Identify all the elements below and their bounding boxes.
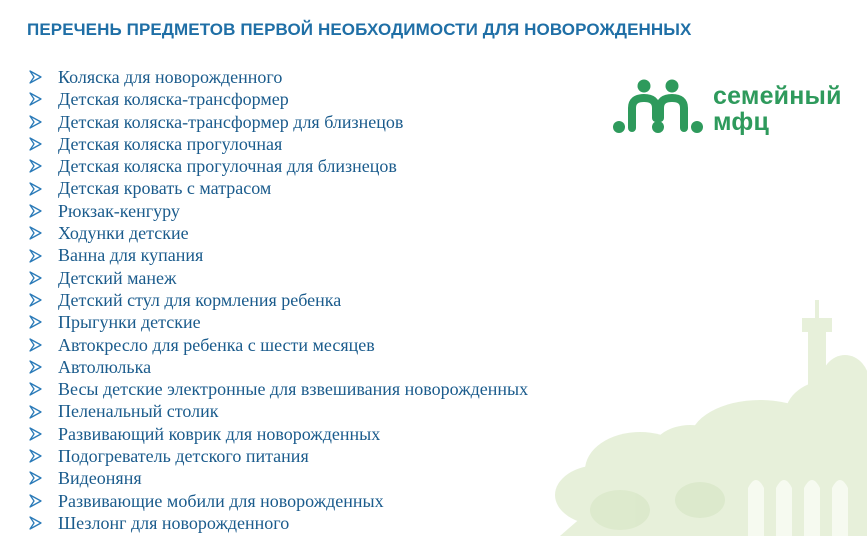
logo-text-line1: семейный [713,82,842,110]
arrowhead-bullet-icon [29,159,42,173]
list-item-label: Детская коляска-трансформер [58,89,289,110]
list-item-label: Детская коляска-трансформер для близнецов [58,111,404,132]
list-item-label: Коляска для новорожденного [58,67,283,87]
list-item-label: Детский стул для кормления ребенка [58,289,342,310]
arrowhead-bullet-icon [29,271,42,285]
items-list [29,66,528,534]
list-item [29,311,528,333]
list-item-label: Видеоняня [58,468,142,489]
list-item-label: Автокресло для ребенка с шести месяцев [58,334,375,355]
arrowhead-bullet-icon [29,382,42,396]
list-item [29,289,528,311]
list-item [29,222,528,244]
arrowhead-bullet-icon [29,315,42,329]
list-item [29,200,528,222]
arrowhead-bullet-icon [29,92,42,106]
arrowhead-bullet-icon [29,204,42,218]
list-item [29,445,528,467]
list-item-label: Детская кровать с матрасом [58,178,272,199]
arrowhead-bullet-icon [29,360,42,374]
list-item [29,133,528,155]
list-item-label: Развивающий коврик для новорожденных [58,423,381,444]
family-figures-icon [612,78,704,136]
list-item-label: Ванна для купания [58,245,204,266]
list-item [29,400,528,422]
arrowhead-bullet-icon [29,137,42,151]
arrowhead-bullet-icon [29,449,42,463]
arrowhead-bullet-icon [29,226,42,240]
arrowhead-bullet-icon [29,182,42,196]
list-item [29,244,528,266]
arrowhead-bullet-icon [29,249,42,263]
arrowhead-bullet-icon [29,115,42,129]
list-item-label: Прыгунки детские [58,312,201,333]
list-item-label: Развивающие мобили для новорожденных [58,490,384,511]
arrowhead-bullet-icon [29,70,42,84]
page-title: ПЕРЕЧЕНЬ ПРЕДМЕТОВ ПЕРВОЙ НЕОБХОДИМОСТИ ДЛЯ НОВОРОЖДЕННЫХ [27,20,692,39]
list-item-label: Детский манеж [58,267,177,288]
list-item [29,334,528,356]
list-item [29,490,528,512]
logo-text [713,83,842,135]
arrowhead-bullet-icon [29,471,42,485]
list-item [29,111,528,133]
arrowhead-bullet-icon [29,293,42,307]
list-item-label: Автолюлька [58,356,152,377]
arrowhead-bullet-icon [29,516,42,530]
list-item [29,177,528,199]
list-item-label: Пеленальный столик [58,401,219,422]
list-item [29,512,528,534]
logo-text-line2: мфц [713,108,770,136]
list-item [29,155,528,177]
list-item-label: Ходунки детские [58,223,189,244]
logo [612,78,862,140]
arrowhead-bullet-icon [29,494,42,508]
arrowhead-bullet-icon [29,338,42,352]
list-item-label: Подогреватель детского питания [58,446,309,467]
list-item [29,467,528,489]
list-item-label: Весы детские электронные для взвешивания новорожденных [58,379,529,400]
list-item [29,88,528,110]
list-item-label: Шезлонг для новорожденного [58,512,290,533]
list-item [29,356,528,378]
arrowhead-bullet-icon [29,405,42,419]
list-item [29,267,528,289]
list-item [29,66,528,88]
list-item [29,423,528,445]
list-item-label: Рюкзак-кенгуру [58,200,180,221]
list-item-label: Детская коляска прогулочная для близнецов [58,156,397,177]
list-item [29,378,528,400]
list-item-label: Детская коляска прогулочная [58,133,283,154]
arrowhead-bullet-icon [29,427,42,441]
